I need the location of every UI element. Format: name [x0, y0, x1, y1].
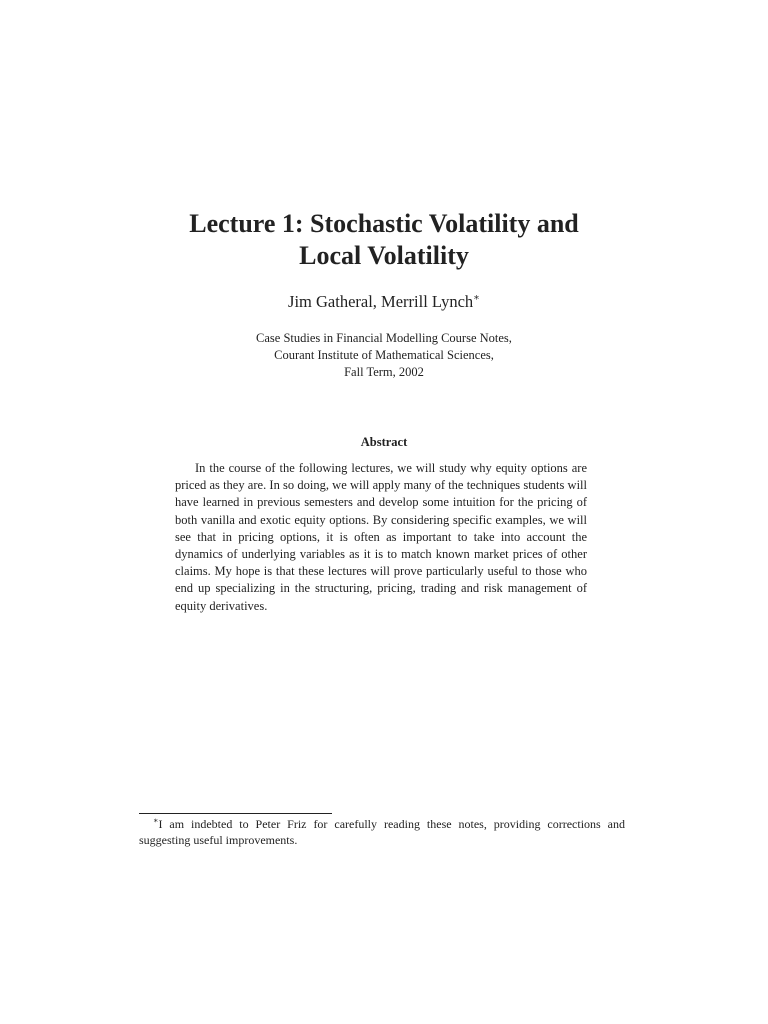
- affiliation-block: [0, 330, 768, 381]
- authors-names: Jim Gatheral, Merrill Lynch: [288, 292, 474, 311]
- page-title: [0, 208, 768, 272]
- abstract-body: In the course of the following lectures, we will study why equity options are priced as they are. In so doing, we will apply many of the techniques students will have learned in previous semesters and develop some intuition for the pricing of both vanilla and exotic equity options. By considering specific examples, we will see that in pricing options, it is often as important to take into account the dynamics of underlying variables as it is to match known market prices of other claims. My hope is that these lectures will prove particularly useful to those who end up specializing in the structuring, pricing, trading and risk management of equity derivatives.: [175, 461, 587, 613]
- footnote-text: I am indebted to Peter Friz for carefully reading these notes, providing corrections and suggesting useful improvements.: [139, 817, 625, 847]
- author-line: [0, 292, 768, 312]
- affiliation-line-1: Case Studies in Financial Modelling Course Notes,: [256, 331, 512, 345]
- footnote-divider: [139, 813, 332, 814]
- title-line-1: Lecture 1: Stochastic Volatility and: [189, 209, 579, 238]
- footnote-mark: ∗: [153, 816, 159, 825]
- abstract-heading: Abstract: [360, 435, 408, 449]
- footnote: [139, 816, 625, 848]
- affiliation-line-2: Courant Institute of Mathematical Sciences,: [274, 348, 494, 362]
- title-line-2: Local Volatility: [299, 241, 469, 270]
- author-footnote-mark: ∗: [473, 292, 480, 304]
- affiliation-line-3: Fall Term, 2002: [344, 365, 424, 379]
